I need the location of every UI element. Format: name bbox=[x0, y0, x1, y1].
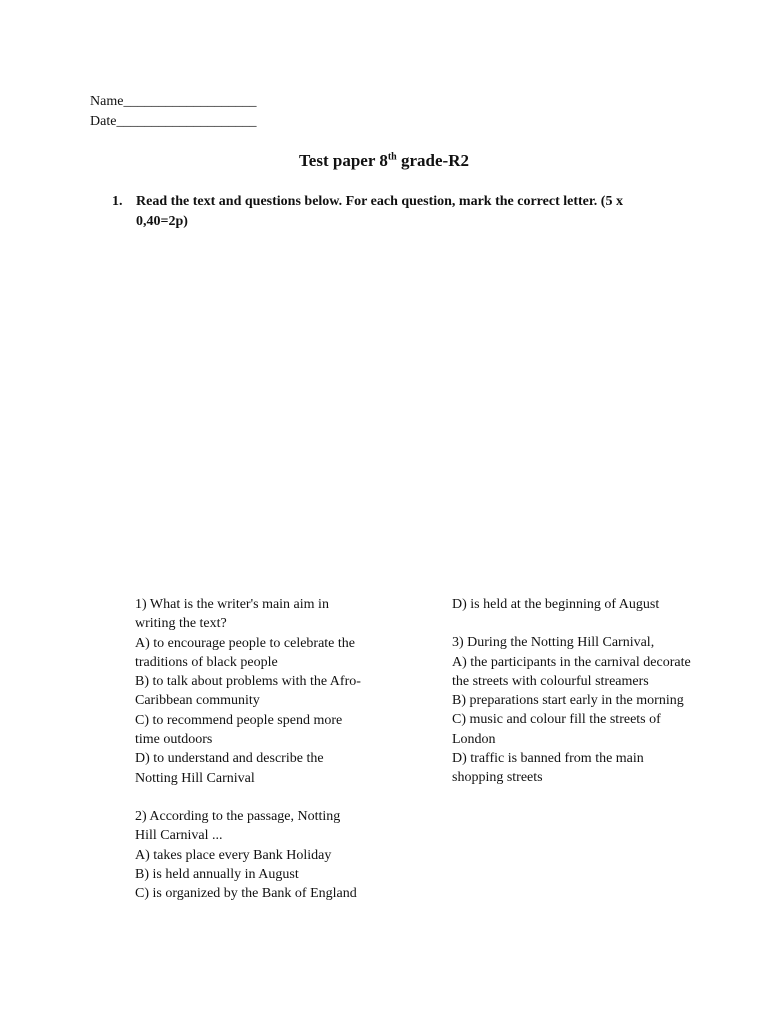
questions-right-column bbox=[452, 595, 692, 788]
questions-left-column bbox=[135, 595, 365, 903]
question-3-text: 3) During the Notting Hill Carnival, bbox=[452, 635, 655, 651]
question-2-option-c[interactable]: C) is organized by the Bank of England bbox=[135, 886, 357, 902]
question-1 bbox=[135, 595, 365, 788]
name-blank-line[interactable]: ___________________ bbox=[123, 94, 257, 109]
question-1-text: 1) What is the writer's main aim in writing the text? bbox=[135, 597, 329, 632]
page-title bbox=[0, 150, 768, 172]
exercise-instruction-text: Read the text and questions below. For each question, mark the correct letter. (5 x 0,40=2p) bbox=[136, 194, 623, 229]
question-2 bbox=[135, 807, 365, 903]
exercise-instruction bbox=[112, 192, 672, 232]
question-2-continued bbox=[452, 595, 692, 614]
name-field bbox=[90, 92, 256, 111]
exercise-number: 1. bbox=[112, 194, 123, 209]
title-prefix: Test paper 8 bbox=[299, 151, 388, 170]
question-2-text: 2) According to the passage, Notting Hill Carnival ... bbox=[135, 808, 341, 844]
name-label: Name bbox=[90, 94, 124, 109]
title-superscript: th bbox=[387, 151, 397, 163]
question-3-option-b[interactable]: B) preparations start early in the morning bbox=[452, 693, 684, 709]
question-1-option-b[interactable]: B) to talk about problems with the Afro-Caribbean community bbox=[135, 674, 361, 709]
question-2-option-a[interactable]: A) takes place every Bank Holiday bbox=[135, 847, 332, 863]
date-blank-line[interactable]: ____________________ bbox=[116, 114, 257, 129]
question-1-option-a[interactable]: A) to encourage people to celebrate the traditions of black people bbox=[135, 635, 356, 670]
question-1-option-c[interactable]: C) to recommend people spend more time outdoors bbox=[135, 712, 343, 748]
question-2-option-d[interactable]: D) is held at the beginning of August bbox=[452, 597, 660, 612]
date-label: Date bbox=[90, 114, 117, 129]
question-3 bbox=[452, 633, 692, 787]
question-1-option-d[interactable]: D) to understand and describe the Notting Hill Carnival bbox=[135, 751, 324, 786]
question-2-option-b[interactable]: B) is held annually in August bbox=[135, 866, 299, 882]
question-3-option-d[interactable]: D) traffic is banned from the main shopping streets bbox=[452, 751, 644, 786]
question-3-option-c[interactable]: C) music and colour fill the streets of London bbox=[452, 712, 661, 747]
date-field bbox=[90, 112, 256, 131]
question-3-option-a[interactable]: A) the participants in the carnival decorate the streets with colourful streamers bbox=[452, 654, 691, 689]
title-suffix: grade-R2 bbox=[396, 151, 469, 170]
